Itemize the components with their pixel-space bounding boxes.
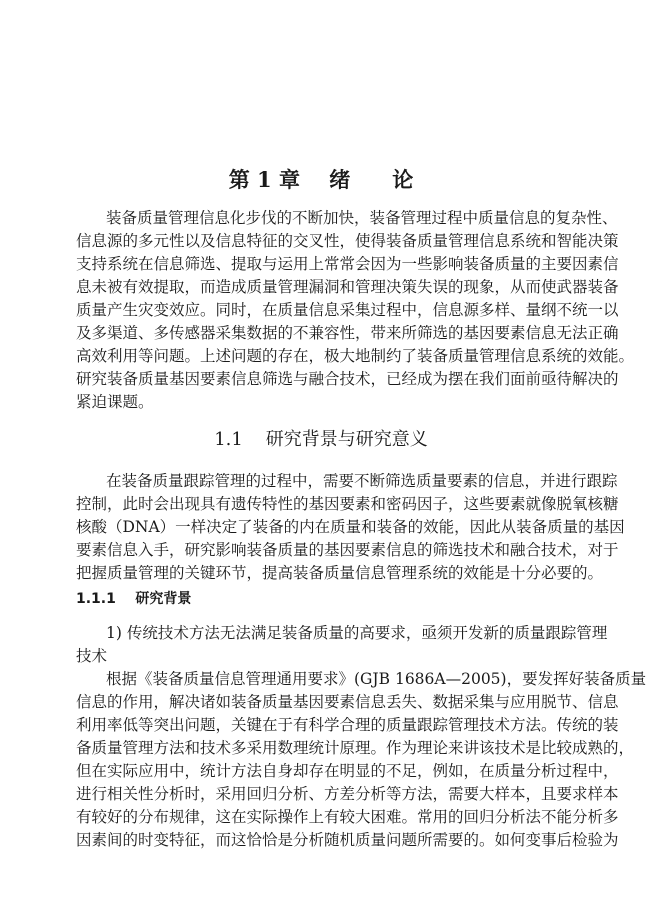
chapter-number: 第 1 章 [228, 167, 300, 192]
text-line: 支持系统在信息筛选、提取与运用上常常会因为一些影响装备质量的主要因素信 [76, 255, 619, 273]
subsection-number: 1.1.1 [76, 591, 116, 607]
item-heading [76, 622, 608, 668]
text-line: 利用率低等突出问题，关键在于有科学合理的质量跟踪管理技术方法。传统的装 [76, 716, 619, 734]
text-line: 根据《装备质量信息管理通用要求》(GJB 1686A—2005)，要发挥好装备质量 [106, 670, 646, 688]
text-line: 因素间的时变特征，而这恰恰是分析随机质量问题所需要的。如何变事后检验为 [76, 831, 619, 849]
text-line: 息未被有效提取，而造成质量管理漏洞和管理决策失误的现象，从而使武器装备 [76, 278, 619, 296]
text-line: 信息的作用，解决诸如装备质量基因要素信息丢失、数据采集与应用脱节、信息 [76, 693, 619, 711]
text-line: 有较好的分布规律，这在实际操作上有较大困难。常用的回归分析法不能分析多 [76, 808, 619, 826]
text-line: 把握质量管理的关键环节，提高装备质量信息管理系统的效能是十分必要的。 [76, 564, 604, 582]
text-line: 质量产生灾变效应。同时，在质量信息采集过程中，信息源多样、量纲不统一以 [76, 301, 619, 319]
section-title: 研究背景与研究意义 [265, 429, 428, 450]
subsection-heading [76, 588, 191, 608]
text-line: 高效利用等问题。上述问题的存在，极大地制约了装备质量管理信息系统的效能。 [76, 347, 635, 365]
text-line: 备质量管理方法和技术多采用数理统计原理。作为理论来讲该技术是比较成熟的， [76, 739, 635, 757]
text-line: 控制，此时会出现具有遗传特性的基因要素和密码因子，这些要素就像脱氧核糖 [76, 495, 619, 513]
text-line: 核酸（DNA）一样决定了装备的内在质量和装备的效能，因此从装备质量的基因 [76, 518, 625, 536]
section-paragraph [76, 470, 625, 585]
text-line: 研究装备质量基因要素信息筛选与融合技术，已经成为摆在我们面前亟待解决的 [76, 370, 619, 388]
chapter-title [76, 164, 566, 194]
text-line: 装备质量管理信息化步伐的不断加快，装备管理过程中质量信息的复杂性、 [106, 209, 618, 227]
text-line: 在装备质量跟踪管理的过程中，需要不断筛选质量要素的信息，并进行跟踪 [106, 472, 618, 490]
body-paragraph [76, 668, 646, 852]
text-line: 但在实际应用中，统计方法自身却存在明显的不足，例如，在质量分析过程中， [76, 762, 619, 780]
text-line: 进行相关性分析时，采用回归分析、方差分析等方法，需要大样本，且要求样本 [76, 785, 619, 803]
section-number: 1.1 [214, 429, 243, 450]
section-heading [76, 425, 566, 451]
intro-paragraph [76, 207, 635, 414]
text-line: 要素信息入手，研究影响装备质量的基因要素信息的筛选技术和融合技术，对于 [76, 541, 619, 559]
text-line: 及多渠道、多传感器采集数据的不兼容性，带来所筛选的基因要素信息无法正确 [76, 324, 619, 342]
text-line: 技术 [76, 647, 108, 665]
text-line: 信息源的多元性以及信息特征的交叉性，使得装备质量管理信息系统和智能决策 [76, 232, 619, 250]
text-line: 紧迫课题。 [76, 393, 154, 411]
text-line: 1) 传统技术方法无法满足装备质量的高要求，亟须开发新的质量跟踪管理 [106, 624, 608, 642]
chapter-name: 绪 论 [329, 167, 414, 192]
subsection-title: 研究背景 [135, 591, 192, 607]
